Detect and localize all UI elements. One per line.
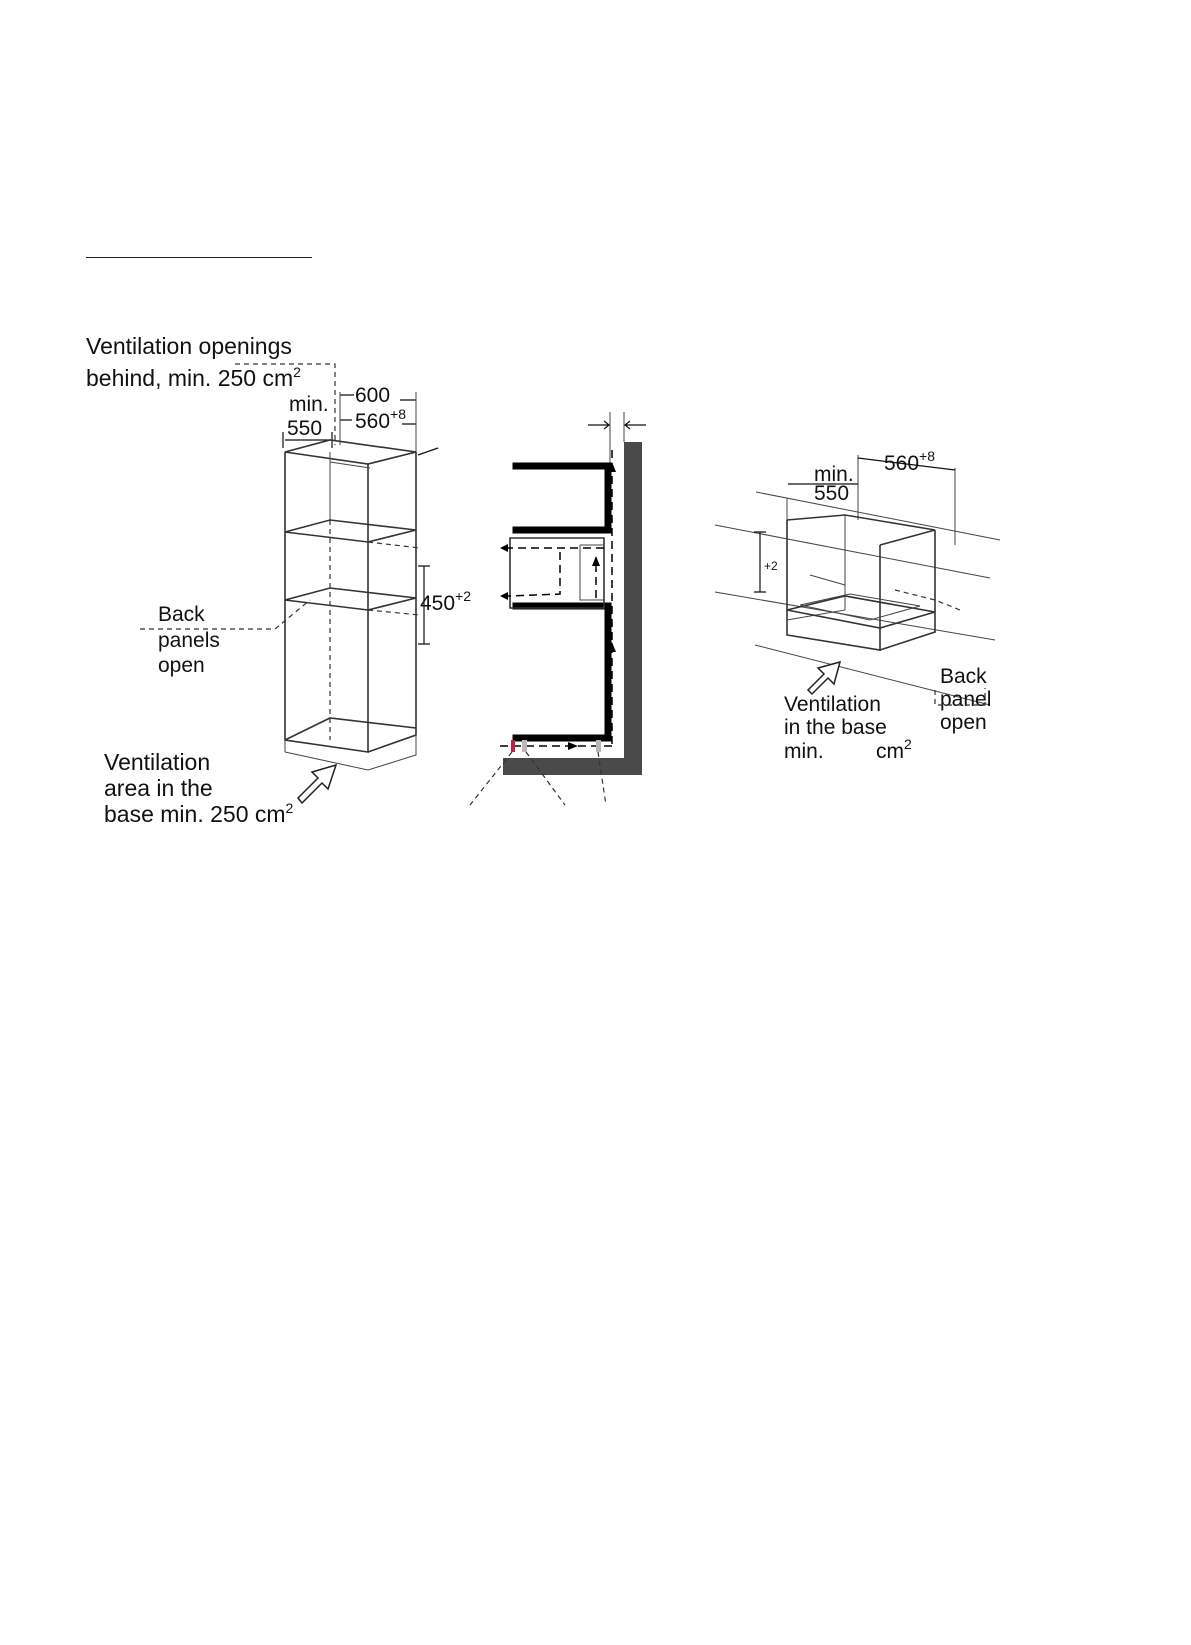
base-vent-mark bbox=[522, 740, 527, 752]
cabinet-base-shelf bbox=[285, 718, 416, 740]
dim-min-label: min. bbox=[289, 393, 329, 416]
right-dim-550: 550 bbox=[814, 482, 850, 505]
right-dim-plus2: +2 bbox=[764, 559, 778, 573]
floor-section bbox=[503, 758, 642, 775]
dim-450-label: $450^{+2}$ bbox=[420, 588, 472, 615]
vent-openings-label-line1: Ventilation openings bbox=[86, 333, 292, 359]
right-vent-label-1: Ventilation bbox=[784, 693, 881, 716]
right-vent-label-2: in the base bbox=[784, 716, 887, 739]
lower-cabinet-section bbox=[516, 606, 608, 738]
right-back-panel-1: Back bbox=[940, 665, 987, 688]
airflow-exhaust-low bbox=[508, 552, 560, 596]
front-vent-mark bbox=[511, 740, 515, 752]
dim-550-label: 550 bbox=[287, 417, 323, 440]
counter-level-line bbox=[715, 592, 995, 640]
side-gap-arrow bbox=[418, 448, 438, 455]
right-back-panel-3: open bbox=[940, 711, 987, 734]
gap-extension-lines bbox=[610, 412, 624, 470]
right-vent-unit: $cm^2$ bbox=[876, 736, 912, 763]
worktop-front-edge bbox=[756, 492, 1000, 540]
appliance-fan-box bbox=[580, 545, 604, 600]
right-dim-min: min. bbox=[814, 463, 854, 486]
right-dim-560: $560^{+8}$ bbox=[884, 448, 936, 475]
cross-section-figure bbox=[470, 412, 646, 805]
right-cabinet-front bbox=[787, 520, 880, 650]
cabinet-plinth bbox=[285, 735, 416, 770]
right-vent-arrow-icon bbox=[808, 662, 840, 694]
cabinet-top-line bbox=[715, 525, 990, 578]
shelf-upper bbox=[285, 520, 416, 542]
right-cabinet-side bbox=[880, 530, 935, 650]
upper-cabinet-section bbox=[516, 466, 608, 530]
back-panels-label-1: Back bbox=[158, 603, 205, 626]
back-panels-label-2: panels bbox=[158, 629, 220, 652]
vent-area-label-3: base min. 250 $cm^2$ bbox=[104, 800, 294, 827]
right-cabinet-top bbox=[787, 515, 935, 545]
under-counter-figure bbox=[715, 448, 1000, 763]
vent-area-label-1: Ventilation bbox=[104, 749, 211, 775]
right-cabinet-rails bbox=[800, 575, 920, 620]
cabinet-top bbox=[285, 440, 416, 464]
vent-base-arrow-icon bbox=[298, 765, 336, 803]
right-back-panel-2: panel bbox=[940, 688, 992, 711]
vent-openings-label-line2: behind, min. 250 $cm^2$ bbox=[86, 364, 301, 391]
vent-area-label-2: area in the bbox=[104, 775, 213, 801]
tall-cabinet-figure bbox=[86, 333, 471, 827]
dim-560-label: $560^{+8}$ bbox=[355, 406, 407, 433]
dim-600-label: 600 bbox=[355, 384, 391, 407]
cabinet-side bbox=[368, 452, 416, 752]
shelf-lower bbox=[285, 588, 416, 610]
back-panels-label-3: open bbox=[158, 654, 205, 677]
gap-dim-arrows bbox=[588, 421, 646, 429]
right-cabinet-inner bbox=[787, 515, 845, 620]
right-cabinet-base bbox=[787, 596, 935, 628]
wall-section bbox=[624, 442, 642, 775]
rear-vent-mark bbox=[596, 740, 601, 752]
right-vent-label-3: min. bbox=[784, 740, 824, 763]
